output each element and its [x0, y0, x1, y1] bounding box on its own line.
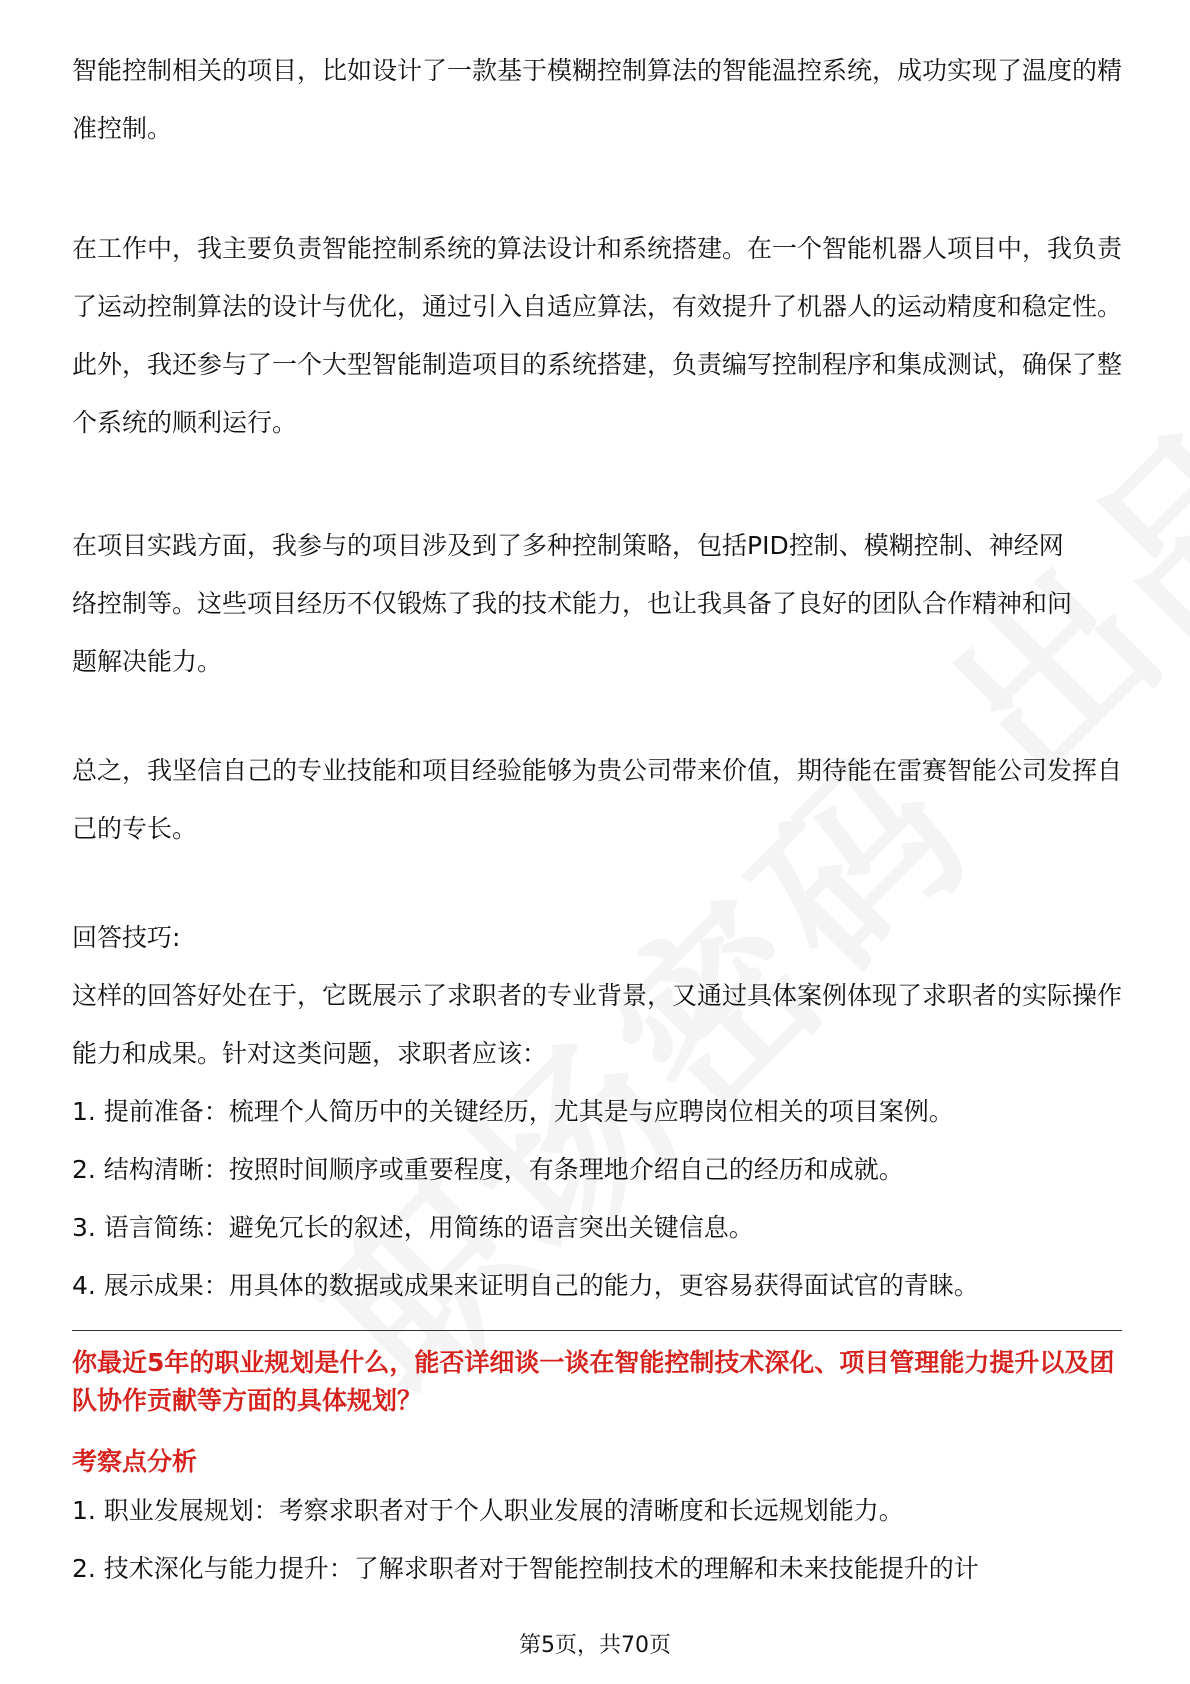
tips-item: 4. 展示成果：用具体的数据或成果来证明自己的能力，更容易获得面试官的青睐。 — [72, 1271, 979, 1300]
analysis-item: 2. 技术深化与能力提升：了解求职者对于智能控制技术的理解和未来技能提升的计 — [72, 1554, 979, 1583]
paragraph-3: 在项目实践方面，我参与的项目涉及到了多种控制策略，包括PID控制、模糊控制、神经网络控制等。这些项目经历不仅锻炼了我的技术能力，也让我具备了良好的团队合作精神和问题解决能力。 — [72, 531, 1073, 676]
interview-question: 你最近5年的职业规划是什么，能否详细谈一谈在智能控制技术深化、项目管理能力提升以及团队协作贡献等方面的具体规划？ — [72, 1348, 1115, 1415]
analysis-item: 1. 职业发展规划：考察求职者对于个人职业发展的清晰度和长远规划能力。 — [72, 1496, 904, 1525]
tips-list — [72, 1083, 1122, 1315]
paragraph-1: 智能控制相关的项目，比如设计了一款基于模糊控制算法的智能温控系统，成功实现了温度的精准控制。 — [72, 56, 1123, 143]
page-footer: 第5页，共70页 — [519, 1633, 671, 1658]
paragraph-4: 总之，我坚信自己的专业技能和项目经验能够为贵公司带来价值，期待能在雷赛智能公司发挥自己的专长。 — [72, 756, 1123, 843]
analysis-title: 考察点分析 — [72, 1447, 198, 1476]
tips-title: 回答技巧: — [72, 923, 181, 952]
section-divider — [72, 1330, 1122, 1331]
paragraph-2: 在工作中，我主要负责智能控制系统的算法设计和系统搭建。在一个智能机器人项目中，我负责了运动控制算法的设计与优化，通过引入自适应算法，有效提升了机器人的运动精度和稳定性。此外，我还参与了一个大型智能制造项目的系统搭建，负责编写控制程序和集成测试，确保了整个系统的顺利运行。 — [72, 234, 1123, 437]
tips-item: 3. 语言简练：避免冗长的叙述，用简练的语言突出关键信息。 — [72, 1213, 754, 1242]
tips-intro: 这样的回答好处在于，它既展示了求职者的专业背景，又通过具体案例体现了求职者的实际操作能力和成果。针对这类问题，求职者应该： — [72, 981, 1123, 1068]
tips-item: 2. 结构清晰：按照时间顺序或重要程度，有条理地介绍自己的经历和成就。 — [72, 1155, 904, 1184]
analysis-list — [72, 1482, 1122, 1598]
tips-item: 1. 提前准备：梳理个人简历中的关键经历，尤其是与应聘岗位相关的项目案例。 — [72, 1097, 954, 1126]
